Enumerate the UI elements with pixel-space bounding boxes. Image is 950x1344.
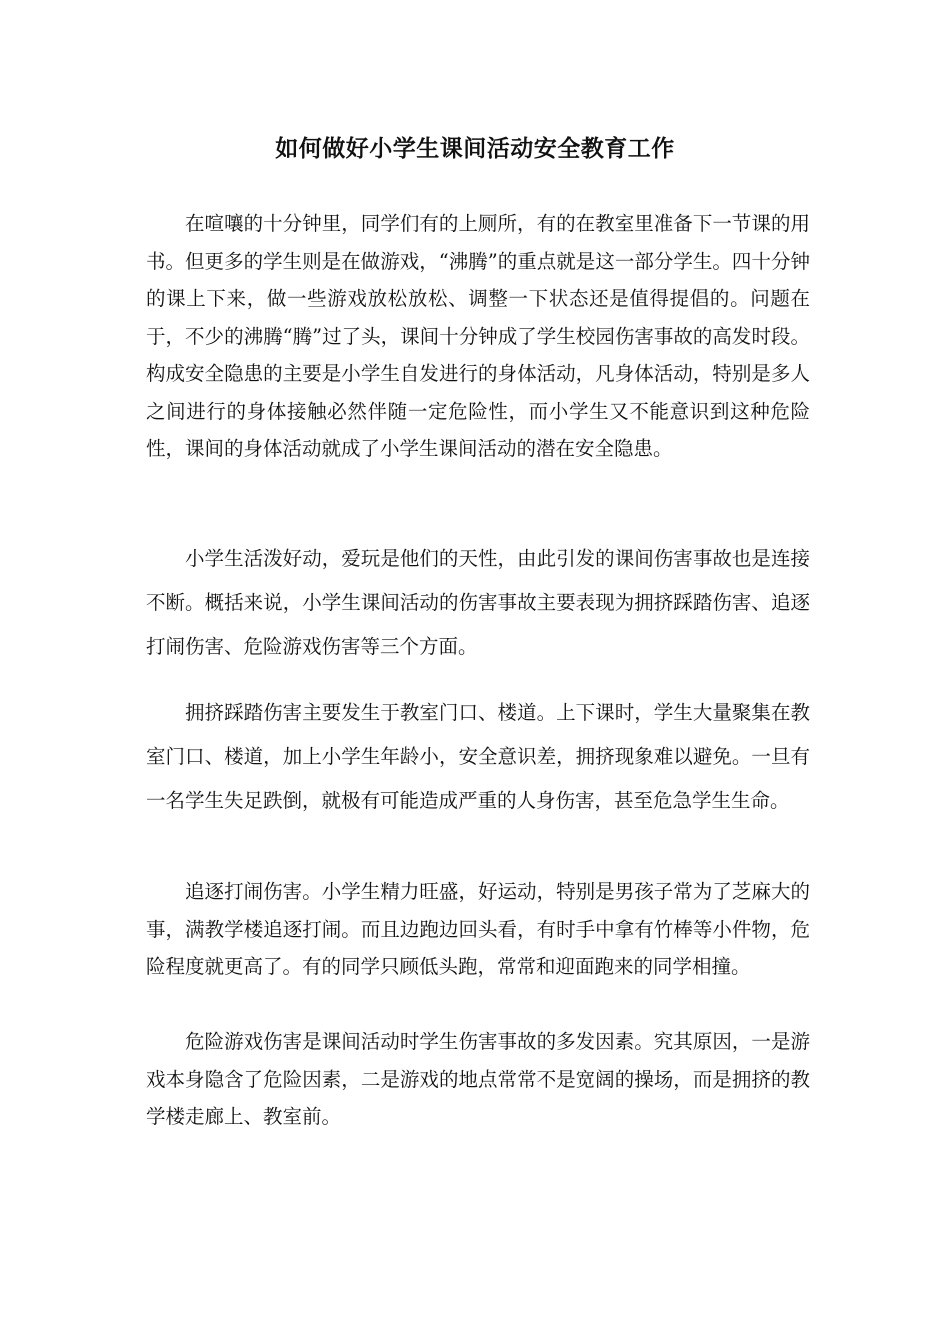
paragraph-chasing: 追逐打闹伤害。小学生精力旺盛，好运动，特别是男孩子常为了芝麻大的事，满教学楼追逐打闹。而且边跑边回头看，有时手中拿有竹棒等小件物，危险程度就更高了。有的同学只顾低头跑，常常和迎面跑来的同学相撞。 <box>146 880 810 978</box>
document-title: 如何做好小学生课间活动安全教育工作 <box>275 135 675 162</box>
paragraph-dangerous-games: 危险游戏伤害是课间活动时学生伤害事故的多发因素。究其原因，一是游戏本身隐含了危险因素，二是游戏的地点常常不是宽阔的操场，而是拥挤的教学楼走廊上、教室前。 <box>146 1030 810 1128</box>
paragraph-intro: 在喧嚷的十分钟里，同学们有的上厕所，有的在教室里准备下一节课的用书。但更多的学生则是在做游戏，“沸腾”的重点就是这一部分学生。四十分钟的课上下来，做一些游戏放松放松、调整一下状态还是值得提倡的。问题在于，不少的沸腾“腾”过了头，课间十分钟成了学生校园伤害事故的高发时段。构成安全隐患的主要是小学生自发进行的身体活动，凡身体活动，特别是多人之间进行的身体接触必然伴随一定危险性，而小学生又不能意识到这种危险性，课间的身体活动就成了小学生课间活动的潜在安全隐患。 <box>146 212 810 460</box>
paragraph-crowding: 拥挤踩踏伤害主要发生于教室门口、楼道。上下课时，学生大量聚集在教室门口、楼道，加上小学生年龄小，安全意识差，拥挤现象难以避免。一旦有一名学生失足跌倒，就极有可能造成严重的人身伤害，甚至危急学生生命。 <box>146 701 810 812</box>
paragraph-overview: 小学生活泼好动，爱玩是他们的天性，由此引发的课间伤害事故也是连接不断。概括来说，小学生课间活动的伤害事故主要表现为拥挤踩踏伤害、追逐打闹伤害、危险游戏伤害等三个方面。 <box>146 547 810 658</box>
